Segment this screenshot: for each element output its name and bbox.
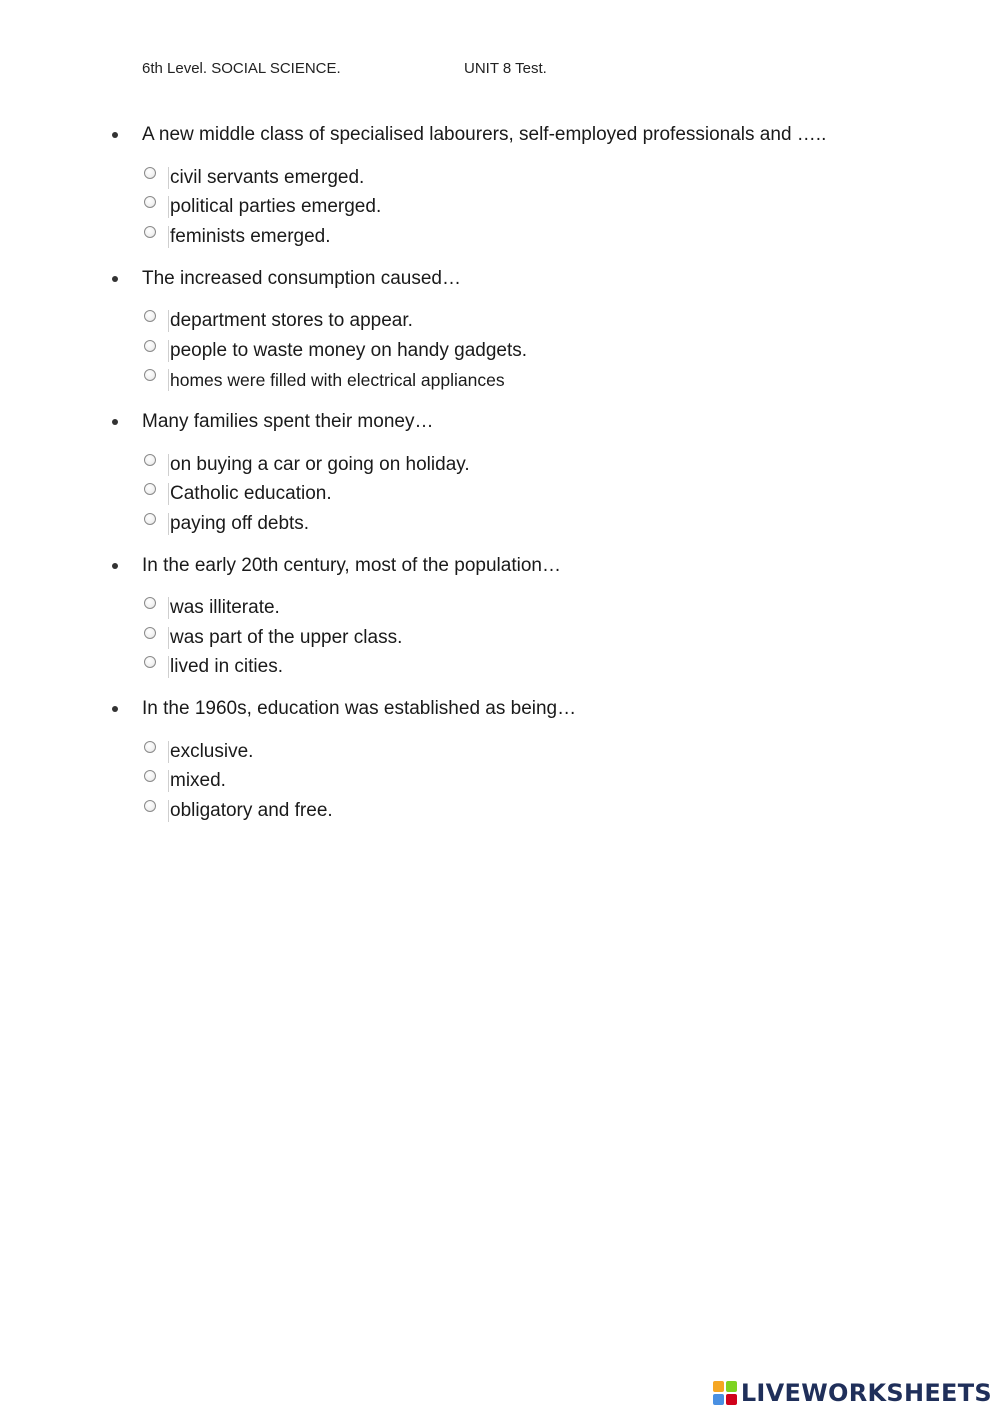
answer-options [144, 163, 381, 252]
option-label[interactable]: people to waste money on handy gadgets. [170, 339, 528, 361]
option-row [144, 737, 333, 767]
radio-button[interactable] [144, 597, 156, 609]
separator [168, 454, 169, 476]
separator [168, 167, 169, 189]
question-5 [0, 695, 1000, 839]
answer-options [144, 737, 333, 826]
option-row [144, 336, 527, 366]
separator [168, 800, 169, 822]
option-row [144, 623, 402, 653]
option-label[interactable]: Catholic education. [170, 483, 332, 505]
radio-button[interactable] [144, 656, 156, 668]
option-row [144, 594, 402, 624]
radio-button[interactable] [144, 741, 156, 753]
answer-options [144, 594, 402, 683]
option-row [144, 767, 333, 797]
answer-options [144, 450, 470, 539]
document-header [142, 60, 547, 77]
option-label[interactable]: civil servants emerged. [170, 166, 365, 188]
logo-square [726, 1381, 737, 1392]
separator [168, 741, 169, 763]
question-3 [0, 408, 1000, 552]
radio-button[interactable] [144, 513, 156, 525]
radio-button[interactable] [144, 196, 156, 208]
logo-text: LIVEWORKSHEETS [740, 1379, 992, 1407]
option-label[interactable]: homes were filled with electrical appliances [170, 369, 505, 390]
separator [168, 310, 169, 332]
bullet-icon [112, 276, 118, 282]
option-row [144, 163, 381, 193]
option-label[interactable]: political parties emerged. [170, 196, 382, 218]
option-label[interactable]: obligatory and free. [170, 799, 333, 821]
unit-title: UNIT 8 Test. [464, 60, 547, 77]
option-row [144, 450, 470, 480]
level-title: 6th Level. SOCIAL SCIENCE. [142, 60, 341, 77]
question-2 [0, 265, 1000, 409]
option-label[interactable]: on buying a car or going on holiday. [170, 453, 470, 475]
bullet-icon [112, 706, 118, 712]
bullet-icon [112, 132, 118, 138]
option-row [144, 509, 470, 539]
radio-button[interactable] [144, 167, 156, 179]
option-label[interactable]: lived in cities. [170, 656, 283, 678]
separator [168, 340, 169, 362]
option-label[interactable]: feminists emerged. [170, 225, 331, 247]
question-list [0, 121, 1000, 839]
option-row [144, 796, 333, 826]
radio-button[interactable] [144, 340, 156, 352]
radio-button[interactable] [144, 454, 156, 466]
option-label[interactable]: was part of the upper class. [170, 626, 403, 648]
logo-mark-icon [713, 1381, 737, 1405]
separator [168, 369, 169, 391]
question-text: Many families spent their money… [142, 411, 434, 432]
option-label[interactable]: was illiterate. [170, 597, 280, 619]
radio-button[interactable] [144, 800, 156, 812]
bullet-icon [112, 419, 118, 425]
radio-button[interactable] [144, 226, 156, 238]
option-label[interactable]: department stores to appear. [170, 310, 413, 332]
logo-square [726, 1394, 737, 1405]
option-row [144, 193, 381, 223]
radio-button[interactable] [144, 369, 156, 381]
option-row [144, 307, 527, 337]
separator [168, 597, 169, 619]
separator [168, 226, 169, 248]
liveworksheets-logo [713, 1379, 992, 1407]
option-row [144, 480, 470, 510]
logo-square [713, 1394, 724, 1405]
separator [168, 770, 169, 792]
radio-button[interactable] [144, 310, 156, 322]
radio-button[interactable] [144, 627, 156, 639]
radio-button[interactable] [144, 483, 156, 495]
option-label[interactable]: exclusive. [170, 740, 254, 762]
question-text: In the early 20th century, most of the population… [142, 554, 561, 576]
separator [168, 656, 169, 678]
question-text: A new middle class of specialised labourers, self-employed professionals and ….. [142, 124, 827, 145]
question-1 [0, 121, 1000, 265]
question-text: In the 1960s, education was established as being… [142, 698, 577, 719]
logo-square [713, 1381, 724, 1392]
option-row [144, 366, 527, 396]
option-row [144, 653, 402, 683]
question-4 [0, 552, 1000, 696]
separator [168, 196, 169, 218]
option-row [144, 222, 381, 252]
question-text: The increased consumption caused… [142, 267, 461, 289]
separator [168, 513, 169, 535]
answer-options [144, 307, 527, 396]
option-label[interactable]: mixed. [170, 770, 226, 792]
separator [168, 483, 169, 505]
option-label[interactable]: paying off debts. [170, 512, 310, 534]
bullet-icon [112, 563, 118, 569]
separator [168, 627, 169, 649]
radio-button[interactable] [144, 770, 156, 782]
